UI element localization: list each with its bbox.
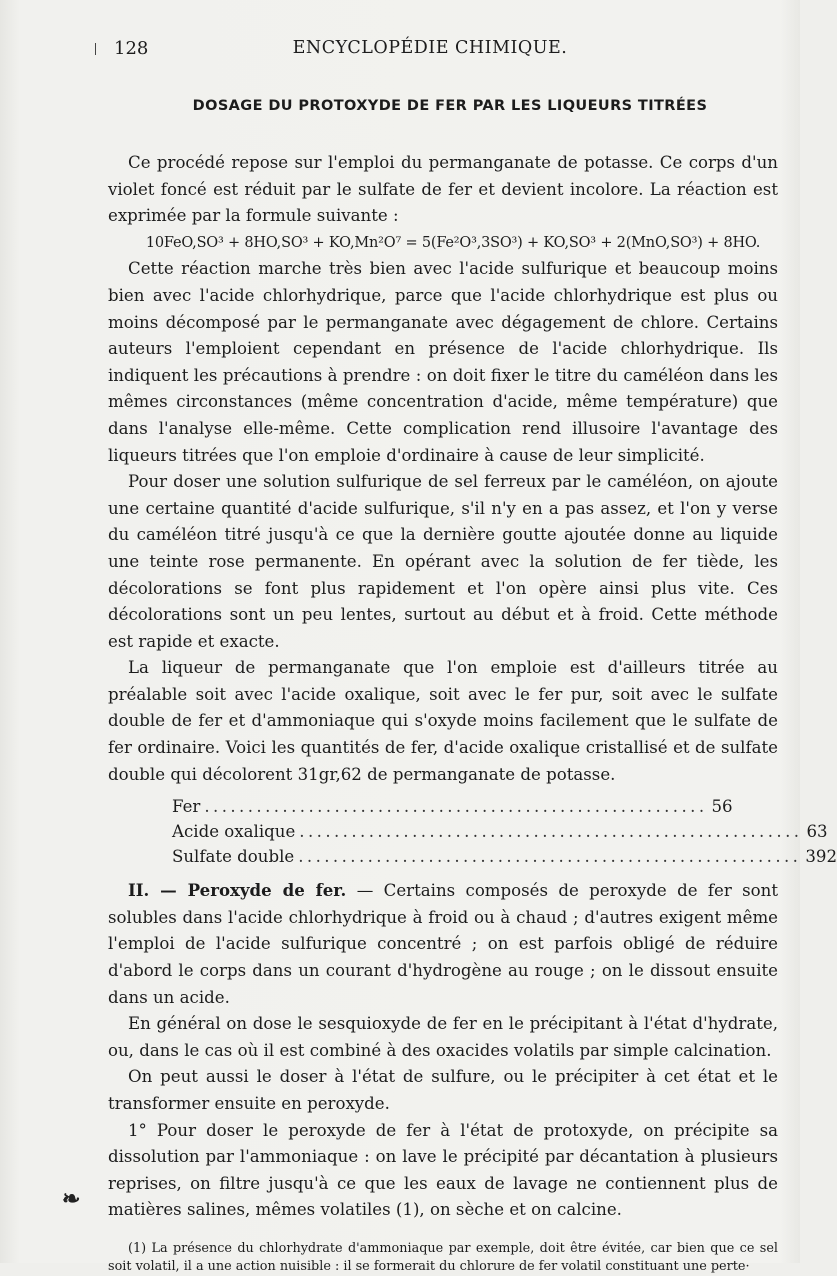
quantity-row bbox=[172, 844, 837, 869]
running-head: ENCYCLOPÉDIE CHIMIQUE. bbox=[292, 38, 568, 58]
quantity-name: Fer bbox=[172, 797, 201, 817]
paragraph-method: Pour doser une solution sulfurique de sel ferreux par le caméléon, on ajoute une certaine quantité d'acide sulfurique, s'il n'y en a pas assez, et l'on y verse du caméléon titré jusqu'à ce que la dernière goutte ajoutée donne au liquide une teinte rose permanente. En opérant avec la solution de fer tiède, les décolorations se font plus rapidement et l'on opère ainsi plus vite. Ces décolorations sont un peu lentes, surtout au début et à froid. Cette méthode est rapide et exacte. bbox=[108, 472, 778, 651]
titration-text: La liqueur de permanganate que l'on emploie est d'ailleurs titrée au préalable soit avec l'acide oxalique, soit avec le fer pur, soit avec le sulfate double de fer et d'ammoniaque qui s'oxyde moins facilement que le sulfate de fer ordinaire. Voici les quantités de fer, d'acide oxalique cristallisé et de sulfate double qui décolorent 31gr,62 de permanganate de potasse. bbox=[108, 658, 778, 784]
leader-dots: .......................................................... bbox=[299, 822, 803, 842]
paragraph-acid: Cette réaction marche très bien avec l'acide sulfurique et beaucoup moins bien avec l'acide chlorhydrique, parce que l'acide chlorhydrique est plus ou moins décomposé par le permanganate avec dégagement de chlore. Certains auteurs l'emploient cependant en présence de l'acide chlorhydrique. Ils indiquent les précautions à prendre : on doit fixer le titre du caméléon dans les mêmes circonstances (même concentration d'acide, même température) que dans l'analyse elle-même. Cette complication rend illusoire l'avantage des liqueurs titrées que l'on emploie d'ordinaire à cause de leur simplicité. bbox=[108, 259, 778, 465]
paragraph-intro: Ce procédé repose sur l'emploi du permanganate de potasse. Ce corps d'un violet foncé est réduit par le sulfate de fer et devient incolore. La réaction est exprimée par la formule suivante : bbox=[108, 153, 778, 226]
body-text bbox=[108, 150, 837, 1276]
reaction-formula: 10FeO,SO³ + 8HO,SO³ + KO,Mn²O⁷ = 5(Fe²O³,3SO³) + KO,SO³ + 2(MnO,SO³) + 8HO. bbox=[145, 234, 761, 251]
quantity-value: 63 bbox=[806, 822, 828, 842]
quantity-row bbox=[172, 794, 733, 819]
quantity-value: 56 bbox=[711, 797, 733, 817]
quantity-value: 392 bbox=[805, 847, 837, 867]
peroxyde-text: — Certains composés de peroxyde de fer sont solubles dans l'acide chlorhydrique à froid ou à chaud ; d'autres exigent même l'emploi de l'acide sulfurique concentré ; on est parfois obligé de réduire d'abord le corps dans un courant d'hydrogène au rouge ; on le dissout ensuite dans un acide. bbox=[108, 881, 779, 1007]
page-header bbox=[110, 36, 750, 62]
quantity-row bbox=[172, 819, 828, 844]
paragraph-general: En général on dose le sesquioxyde de fer en le précipitant à l'état d'hydrate, ou, dans le cas où il est combiné à des oxacides volatils par simple calcination. bbox=[108, 1014, 778, 1060]
footnote bbox=[108, 1240, 778, 1276]
margin-mark: ❧ bbox=[62, 1186, 81, 1212]
quantity-name: Acide oxalique bbox=[172, 822, 296, 842]
leader-dots: .......................................................... bbox=[204, 797, 708, 817]
quantity-list bbox=[172, 794, 837, 869]
paragraph-sulfure: On peut aussi le doser à l'état de sulfure, ou le précipiter à cet état et le transformer ensuite en peroxyde. bbox=[108, 1067, 778, 1113]
section-title: DOSAGE DU PROTOXYDE DE FER PAR LES LIQUEURS TITRÉES bbox=[192, 98, 708, 114]
footnote-text: (1) La présence du chlorhydrate d'ammoniaque par exemple, doit être évitée, car bien que ce sel soit volatil, il a une action nuisible : il se formerait du chlorure de fer volatil constituant une perte· bbox=[108, 1240, 778, 1274]
quantity-name: Sulfate double bbox=[172, 847, 295, 867]
paragraph-peroxyde bbox=[108, 877, 778, 1011]
protoxyde-text: Pour doser le peroxyde de fer à l'état de protoxyde, on précipite sa dissolution par l'ammoniaque : on lave le précipité par décantation à plusieurs reprises, on filtre jusqu'à ce que les eaux de lavage ne contiennent plus de matières salines, mêmes volatiles (1), on sèche et on calcine. bbox=[108, 1120, 778, 1220]
page-number: 128 bbox=[114, 38, 149, 59]
section-heading: II. — Peroxyde de fer. bbox=[128, 880, 347, 901]
item-number: 1° bbox=[128, 1120, 147, 1140]
margin-tick bbox=[95, 43, 96, 55]
leader-dots: .......................................................... bbox=[298, 847, 802, 867]
paragraph-protoxyde bbox=[108, 1118, 778, 1224]
paragraph-titration bbox=[108, 655, 778, 788]
